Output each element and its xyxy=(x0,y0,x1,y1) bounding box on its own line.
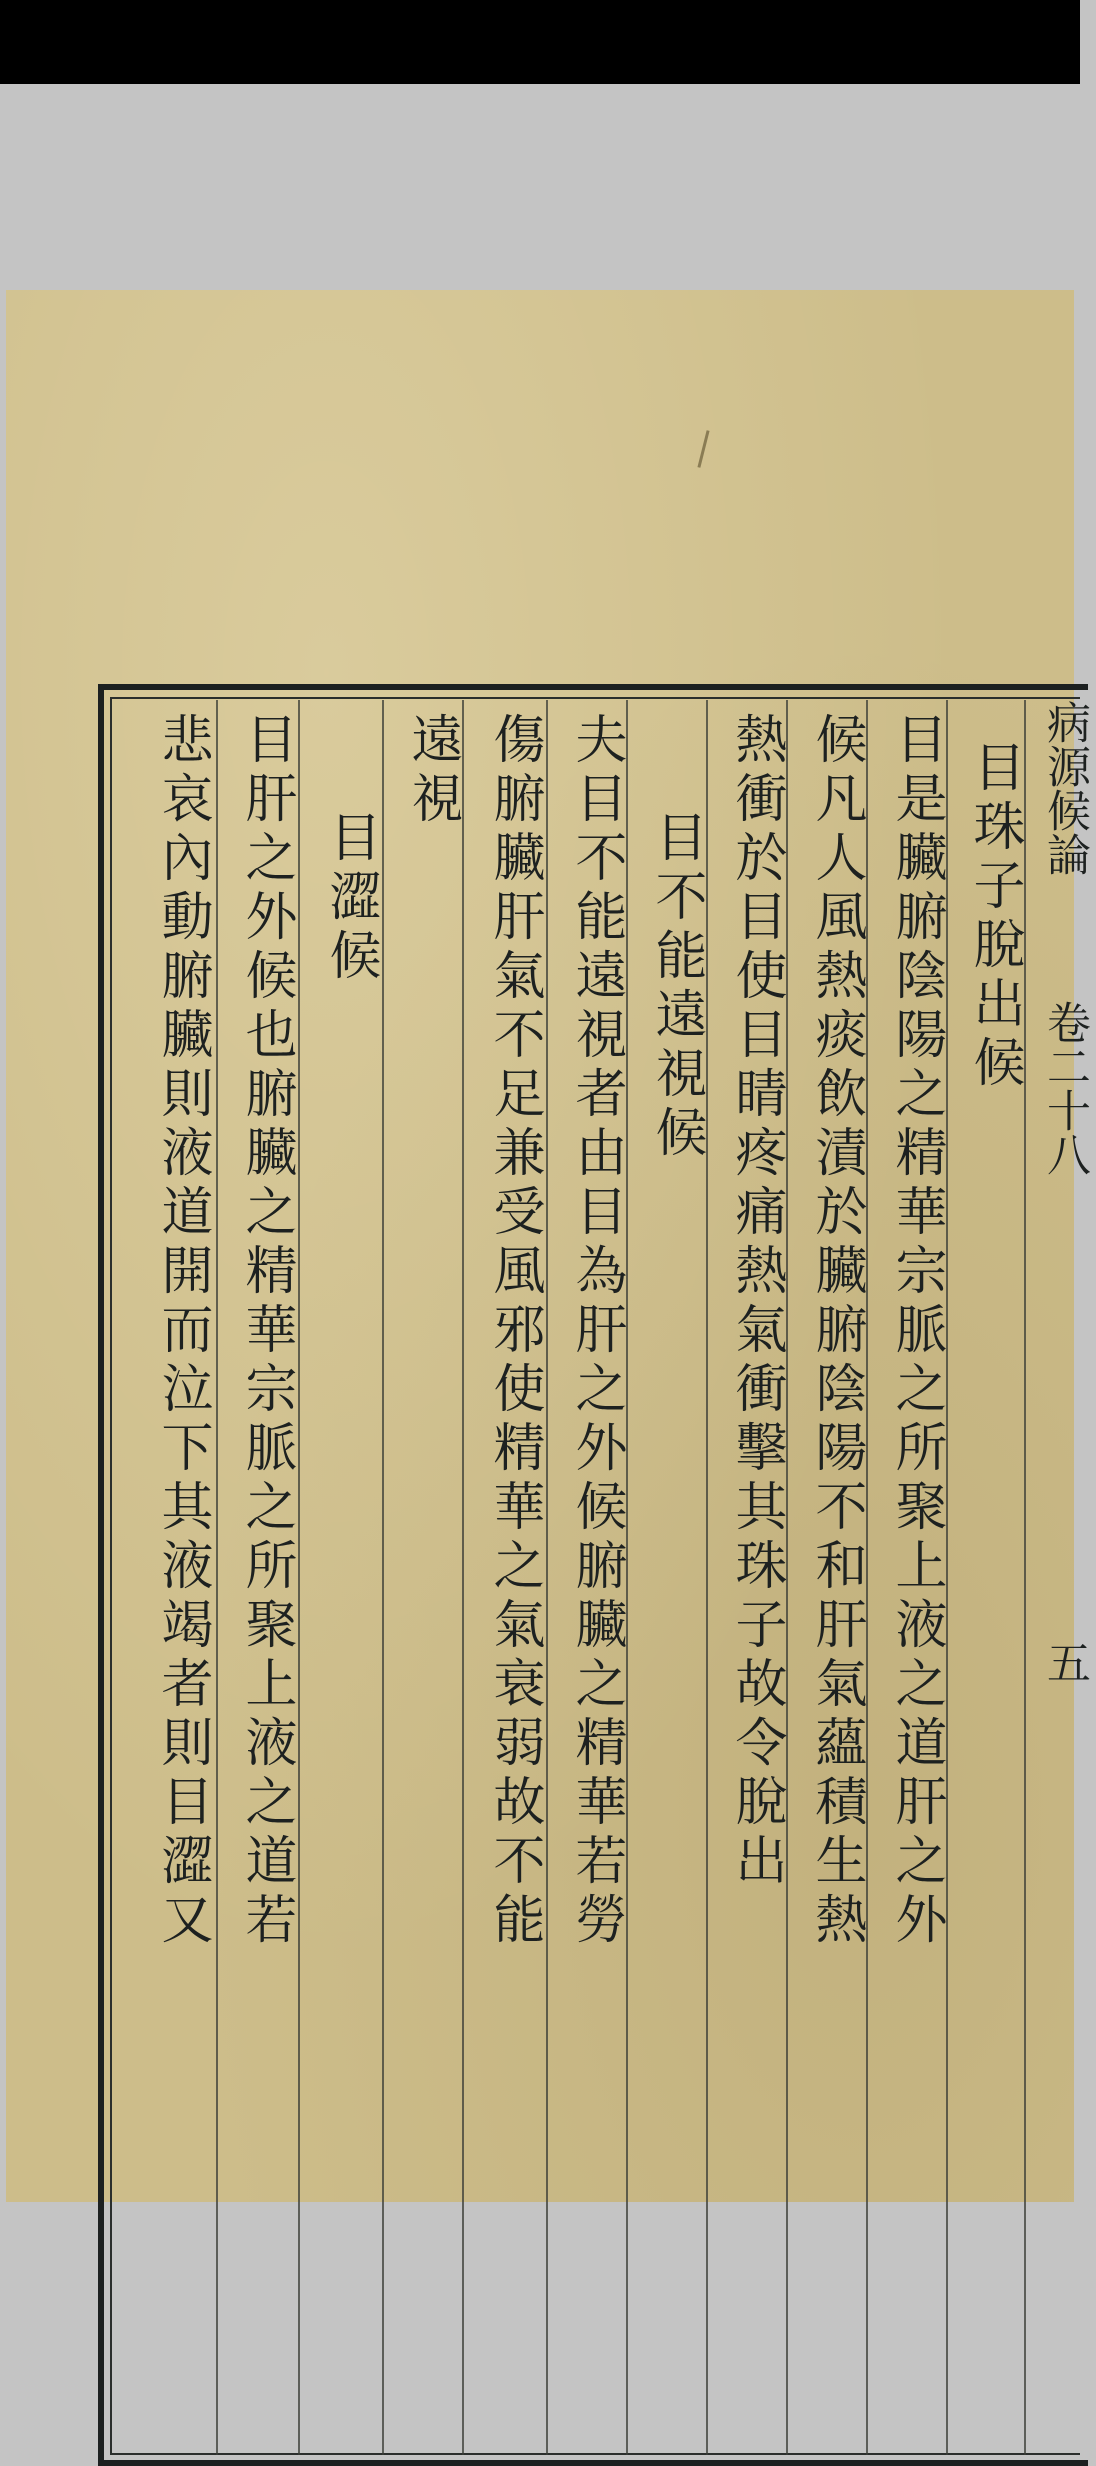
text-column: 悲哀內動腑臟則液道開而泣下其液竭者則目澀又 xyxy=(152,712,212,1951)
text-column: 傷腑臟肝氣不足兼受風邪使精華之氣衰弱故不能 xyxy=(484,712,544,1951)
column-rule xyxy=(706,700,708,2455)
column-rule xyxy=(626,700,628,2455)
text-column: 夫目不能遠視者由目為肝之外候腑臟之精華若勞 xyxy=(566,712,626,1951)
folio-number-fragment: 五 xyxy=(1039,1640,1090,1684)
column-rule xyxy=(546,700,548,2455)
book-title-fragment: 病源候論 xyxy=(1039,700,1090,876)
text-column: 候凡人風熱痰飲漬於臟腑陰陽不和肝氣蘊積生熱 xyxy=(806,712,866,1951)
column-rule xyxy=(866,700,868,2455)
section-heading: 目不能遠視候 xyxy=(646,810,706,1164)
column-rule xyxy=(298,700,300,2455)
text-column: 熱衝於目使目睛疼痛熱氣衝擊其珠子故令脫出 xyxy=(726,712,786,1892)
column-rule xyxy=(382,700,384,2455)
column-rule xyxy=(946,700,948,2455)
section-heading: 目澀候 xyxy=(320,810,380,987)
column-rule xyxy=(216,700,218,2455)
text-column: 目是臟腑陰陽之精華宗脈之所聚上液之道肝之外 xyxy=(886,712,946,1951)
section-heading: 目珠子脫出候 xyxy=(964,740,1024,1094)
volume-label-fragment: 卷二十八 xyxy=(1039,1000,1090,1176)
column-rule xyxy=(462,700,464,2455)
column-rule xyxy=(786,700,788,2455)
text-column: 遠視 xyxy=(402,712,462,830)
text-column: 目肝之外候也腑臟之精華宗脈之所聚上液之道若 xyxy=(236,712,296,1951)
column-rule xyxy=(1024,700,1026,2455)
status-bar xyxy=(0,0,1080,84)
